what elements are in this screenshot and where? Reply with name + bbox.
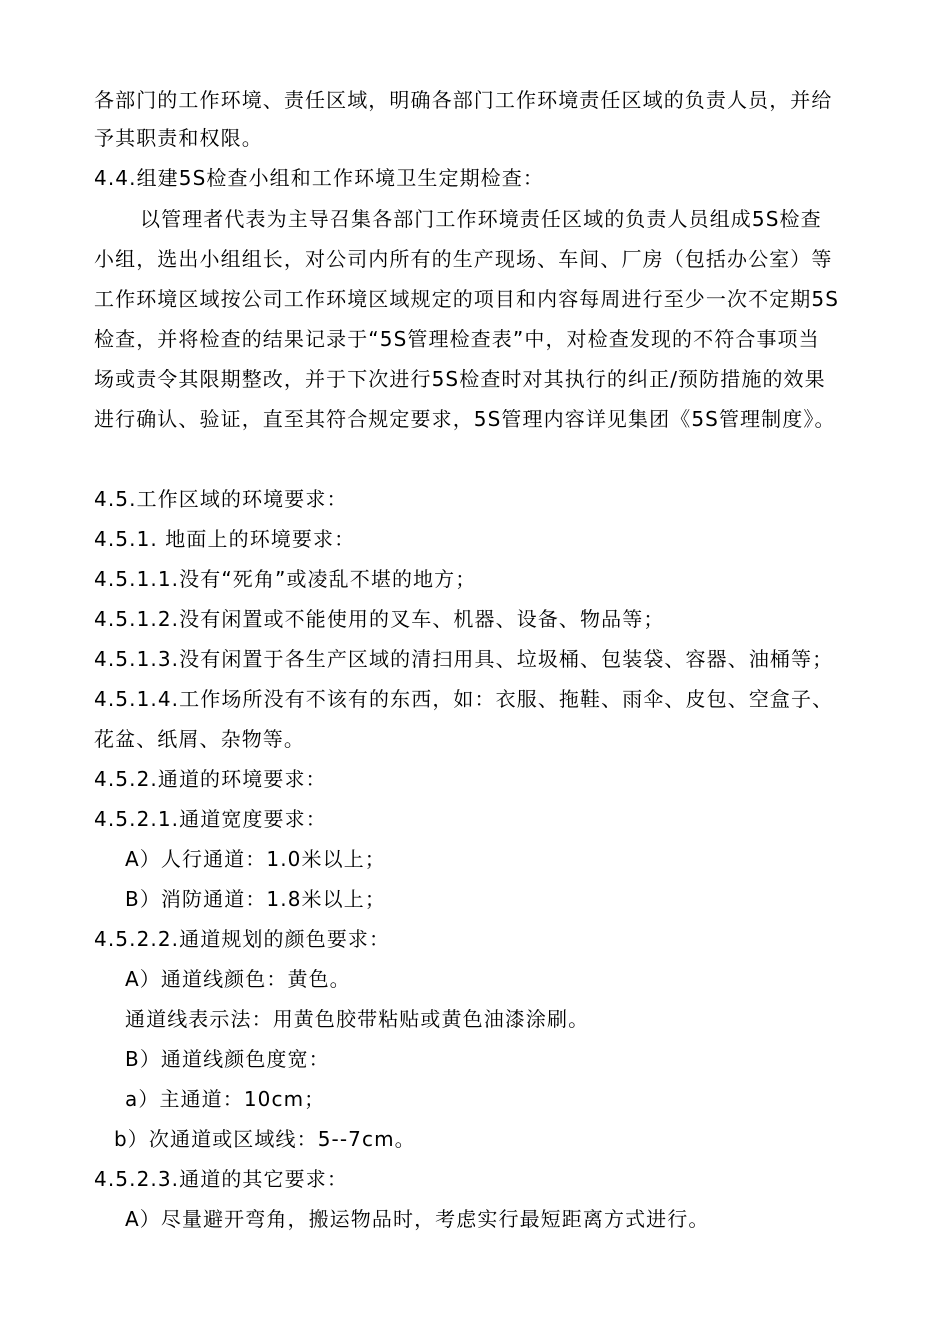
sub-list-item: B）消防通道：1.8米以上； bbox=[125, 887, 386, 911]
list-item: 4.5.1.1.没有“死角”或凌乱不堪的地方； bbox=[94, 567, 477, 591]
sub-list-item: B）通道线颜色度宽： bbox=[125, 1047, 330, 1071]
paragraph-line: 各部门的工作环境、责任区域，明确各部门工作环境责任区域的负责人员，并给 bbox=[94, 88, 833, 112]
section-heading: 4.5.工作区域的环境要求： bbox=[94, 487, 348, 511]
paragraph-line: 进行确认、验证，直至其符合规定要求，5S管理内容详见集团《5S管理制度》。 bbox=[94, 407, 836, 431]
paragraph-line: 以管理者代表为主导召集各部门工作环境责任区域的负责人员组成5S检查 bbox=[140, 207, 822, 231]
list-item: 4.5.2.2.通道规划的颜色要求： bbox=[94, 927, 391, 951]
paragraph-line: 工作环境区域按公司工作环境区域规定的项目和内容每周进行至少一次不定期5S bbox=[94, 287, 840, 311]
list-item: 4.5.1.2.没有闲置或不能使用的叉车、机器、设备、物品等； bbox=[94, 607, 665, 631]
subsection-heading: 4.5.1. 地面上的环境要求： bbox=[94, 527, 356, 551]
section-heading: 4.4.组建5S检查小组和工作环境卫生定期检查： bbox=[94, 166, 544, 190]
paragraph-line: 场或责令其限期整改，并于下次进行5S检查时对其执行的纠正/预防措施的效果 bbox=[94, 367, 826, 391]
sub-list-item: b）次通道或区域线：5--7cm。 bbox=[114, 1127, 416, 1151]
sub-list-item: a）主通道：10cm； bbox=[125, 1087, 326, 1111]
paragraph-line: 予其职责和权限。 bbox=[94, 126, 263, 150]
paragraph-line: 检查，并将检查的结果记录于“5S管理检查表”中，对检查发现的不符合事项当 bbox=[94, 327, 820, 351]
sub-list-item: A）尽量避开弯角，搬运物品时，考虑实行最短距离方式进行。 bbox=[125, 1207, 710, 1231]
sub-list-item: A）通道线颜色：黄色。 bbox=[125, 967, 351, 991]
subsection-heading: 4.5.2.通道的环境要求： bbox=[94, 767, 327, 791]
list-item: 4.5.1.4.工作场所没有不该有的东西，如：衣服、拖鞋、雨伞、皮包、空盒子、 bbox=[94, 687, 834, 711]
paragraph-line: 小组，选出小组组长，对公司内所有的生产现场、车间、厂房（包括办公室）等 bbox=[94, 247, 833, 271]
list-item-continuation: 花盆、纸屑、杂物等。 bbox=[94, 727, 305, 751]
list-item: 4.5.2.1.通道宽度要求： bbox=[94, 807, 327, 831]
list-item: 4.5.1.3.没有闲置于各生产区域的清扫用具、垃圾桶、包装袋、容器、油桶等； bbox=[94, 647, 834, 671]
list-item: 4.5.2.3.通道的其它要求： bbox=[94, 1167, 348, 1191]
sub-list-item: A）人行通道：1.0米以上； bbox=[125, 847, 386, 871]
sub-list-note: 通道线表示法：用黄色胶带粘贴或黄色油漆涂刷。 bbox=[125, 1007, 590, 1031]
